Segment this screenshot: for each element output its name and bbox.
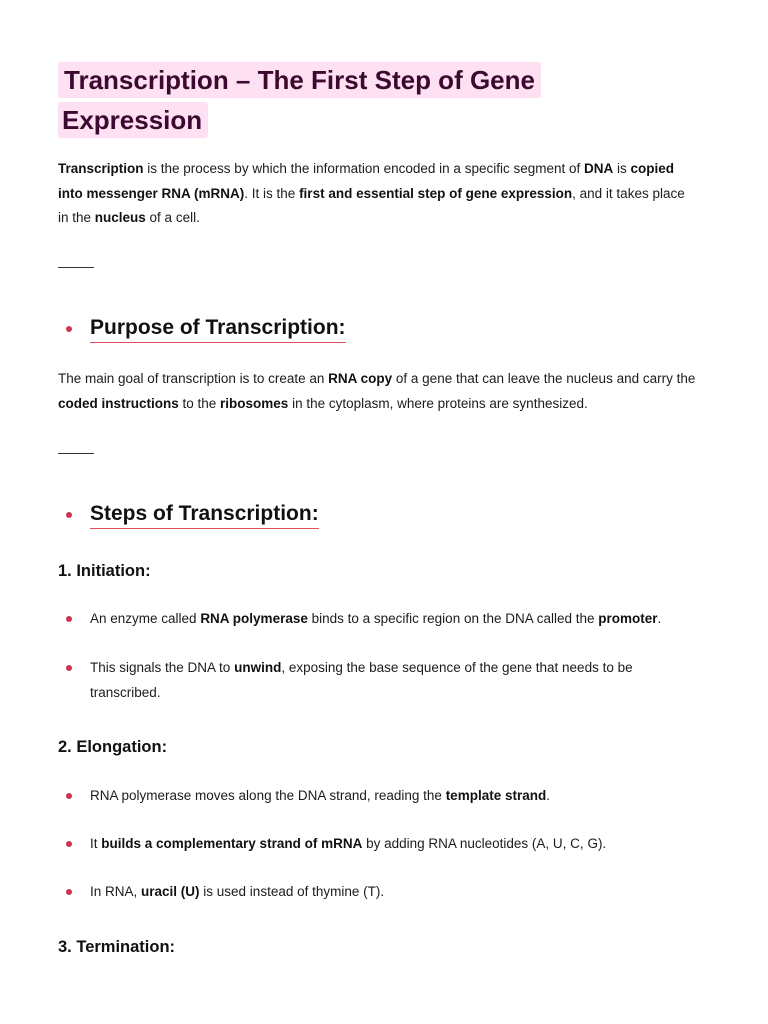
- text-run: in the cytoplasm, where proteins are synthesized.: [288, 395, 588, 411]
- bullet-icon: [66, 665, 72, 671]
- text-run: by adding RNA nucleotides (A, U, C, G).: [362, 836, 607, 851]
- bullet-icon: [66, 889, 72, 895]
- purpose-heading: Purpose of Transcription:: [90, 315, 346, 343]
- bullet-icon: [66, 512, 72, 518]
- bold-text: DNA: [584, 161, 614, 176]
- list-item-text: [90, 656, 690, 705]
- text-run: In RNA,: [90, 884, 142, 899]
- bold-text: promoter: [598, 611, 658, 626]
- list-item: [58, 607, 708, 632]
- bold-text: coded instructions: [58, 395, 179, 411]
- bold-text: RNA copy: [328, 371, 393, 386]
- text-run: of a gene that can leave the nucleus and carry the: [392, 371, 696, 386]
- text-run: to the: [178, 395, 221, 411]
- bold-text: uracil (U): [141, 884, 200, 899]
- divider: [58, 267, 94, 268]
- text-run: An enzyme called: [90, 611, 201, 626]
- bold-text: ribosomes: [220, 395, 289, 411]
- steps-heading: Steps of Transcription:: [90, 501, 319, 529]
- bold-text: template strand: [445, 788, 547, 803]
- bold-text: Transcription: [58, 161, 144, 176]
- title-line-1: Transcription – The First Step of Gene: [58, 62, 541, 98]
- text-run: . It is the: [244, 185, 300, 201]
- bold-text: nucleus: [94, 210, 146, 225]
- text-run: , exposing the base sequence of the gene that needs to be transcribed.: [90, 660, 633, 700]
- list-item: [58, 880, 708, 905]
- bold-text: copied into messenger RNA (mRNA): [58, 161, 675, 201]
- list-item-text: [90, 832, 606, 857]
- divider: [58, 453, 94, 454]
- text-run: , and it takes place in the: [58, 185, 685, 225]
- bold-text: first and essential step of gene expression: [299, 185, 573, 201]
- section-heading-steps: [58, 501, 319, 529]
- text-run: This signals the DNA to: [90, 660, 235, 675]
- termination-heading: 3. Termination:: [58, 938, 176, 956]
- bullet-icon: [66, 841, 72, 847]
- bold-text: RNA polymerase: [200, 611, 308, 626]
- text-run: RNA polymerase moves along the DNA strand, reading the: [90, 788, 446, 803]
- section-heading-purpose: [58, 315, 346, 343]
- text-run: is the process by which the information encoded in a specific segment of: [143, 161, 584, 176]
- bullet-icon: [66, 326, 72, 332]
- title-line-2: Expression: [58, 102, 208, 138]
- text-run: It: [90, 836, 102, 851]
- bullet-icon: [66, 616, 72, 622]
- text-run: .: [546, 788, 550, 803]
- page-title: [58, 62, 698, 142]
- list-item-text: [90, 784, 550, 809]
- text-run: binds to a specific region on the DNA called the: [307, 611, 599, 626]
- text-run: is used instead of thymine (T).: [199, 884, 385, 899]
- bullet-icon: [66, 793, 72, 799]
- text-run: of a cell.: [145, 210, 200, 225]
- bold-text: unwind: [234, 660, 282, 675]
- list-item-text: [90, 607, 661, 632]
- initiation-heading: 1. Initiation:: [58, 562, 151, 580]
- list-item: [58, 832, 708, 857]
- text-run: .: [657, 611, 662, 626]
- intro-paragraph: [58, 157, 698, 231]
- text-run: The main goal of transcription is to create an: [58, 371, 329, 386]
- list-item-text: [90, 880, 384, 905]
- bold-text: builds a complementary strand of mRNA: [101, 836, 363, 851]
- list-item: [58, 784, 708, 809]
- purpose-paragraph: [58, 367, 698, 416]
- list-item: [58, 656, 708, 705]
- text-run: is: [613, 161, 631, 176]
- elongation-heading: 2. Elongation:: [58, 738, 168, 756]
